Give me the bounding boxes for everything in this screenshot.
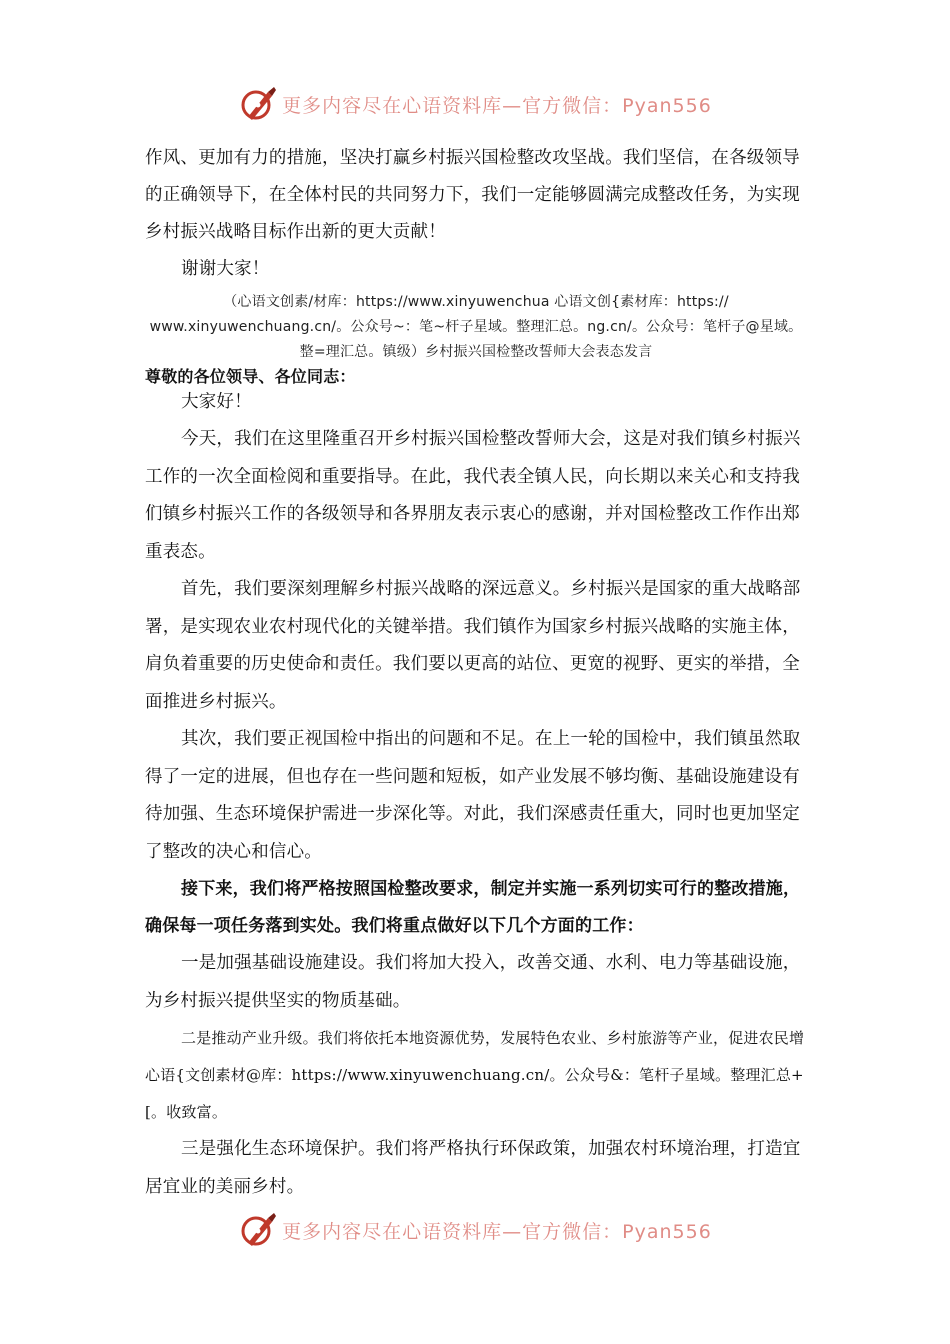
pen-nib-logo-icon xyxy=(238,84,278,124)
greeting-heading: 尊敬的各位领导、各位同志： xyxy=(145,367,356,386)
paragraph-industry: 二是推动产业升级。我们将依托本地资源优势，发展特色农业、乡村旅游等产业，促进农民增心语{文创素材@库：https://www.xinyuwenchuang.cn/。公众号&：笔杆子星域。整理汇总+[。收致富。 xyxy=(145,1029,805,1121)
paragraph-second: 其次，我们要正视国检中指出的问题和不足。在上一轮的国检中，我们镇虽然取得了一定的进展，但也存在一些问题和短板，如产业发展不够均衡、基础设施建设有待加强、生态环境保护需进一步深化等。对此，我们深感责任重大，同时也更加坚定了整改的决心和信心。 xyxy=(145,729,801,862)
document-body xyxy=(145,140,807,1206)
paragraph-thanks: 谢谢大家！ xyxy=(181,259,270,279)
paragraph-hello: 大家好！ xyxy=(181,392,252,412)
paragraph-infrastructure: 一是加强基础设施建设。我们将加大投入，改善交通、水利、电力等基础设施，为乡村振兴提供坚实的物质基础。 xyxy=(145,953,801,1011)
paragraph-ecology: 三是强化生态环境保护。我们将严格执行环保政策，加强农村环境治理，打造宜居宜业的美丽乡村。 xyxy=(145,1139,801,1197)
header-banner-text: 更多内容尽在心语资料库—官方微信：Pyan556 xyxy=(282,94,712,117)
paragraph-first: 首先，我们要深刻理解乡村振兴战略的深远意义。乡村振兴是国家的重大战略部署，是实现农业农村现代化的关键举措。我们镇作为国家乡村振兴战略的实施主体，肩负着重要的历史使命和责任。我们要以更高的站位、更宽的视野、更实的举措，全面推进乡村振兴。 xyxy=(145,579,801,712)
footer-banner-text: 更多内容尽在心语资料库—官方微信：Pyan556 xyxy=(282,1220,712,1243)
paragraph-intro: 今天，我们在这里隆重召开乡村振兴国检整改誓师大会，这是对我们镇乡村振兴工作的一次全面检阅和重要指导。在此，我代表全镇人民，向长期以来关心和支持我们镇乡村振兴工作的各级领导和各界朋友表示衷心的感谢，并对国检整改工作作出郑重表态。 xyxy=(145,429,801,562)
source-note: （心语文创素/材库：https://www.xinyuwenchua 心语文创{素材库：https:// www.xinyuwenchuang.cn/。公众号~：笔~杆子星域。整理汇总。ng.cn/。公众号：笔杆子@星域。整=理汇总。镇级）乡村振兴国检整改誓师大会表态发言 xyxy=(149,294,803,360)
paragraph-closing-commitment: 作风、更加有力的措施，坚决打赢乡村振兴国检整改攻坚战。我们坚信，在各级领导的正确领导下，在全体村民的共同努力下，我们一定能够圆满完成整改任务，为实现乡村振兴战略目标作出新的更大贡献！ xyxy=(145,148,800,242)
pen-nib-logo-icon xyxy=(238,1210,278,1250)
footer-banner xyxy=(0,1208,950,1252)
paragraph-next-steps: 接下来，我们将严格按照国检整改要求，制定并实施一系列切实可行的整改措施，确保每一项任务落到实处。我们将重点做好以下几个方面的工作： xyxy=(145,879,801,936)
header-banner xyxy=(0,82,950,126)
